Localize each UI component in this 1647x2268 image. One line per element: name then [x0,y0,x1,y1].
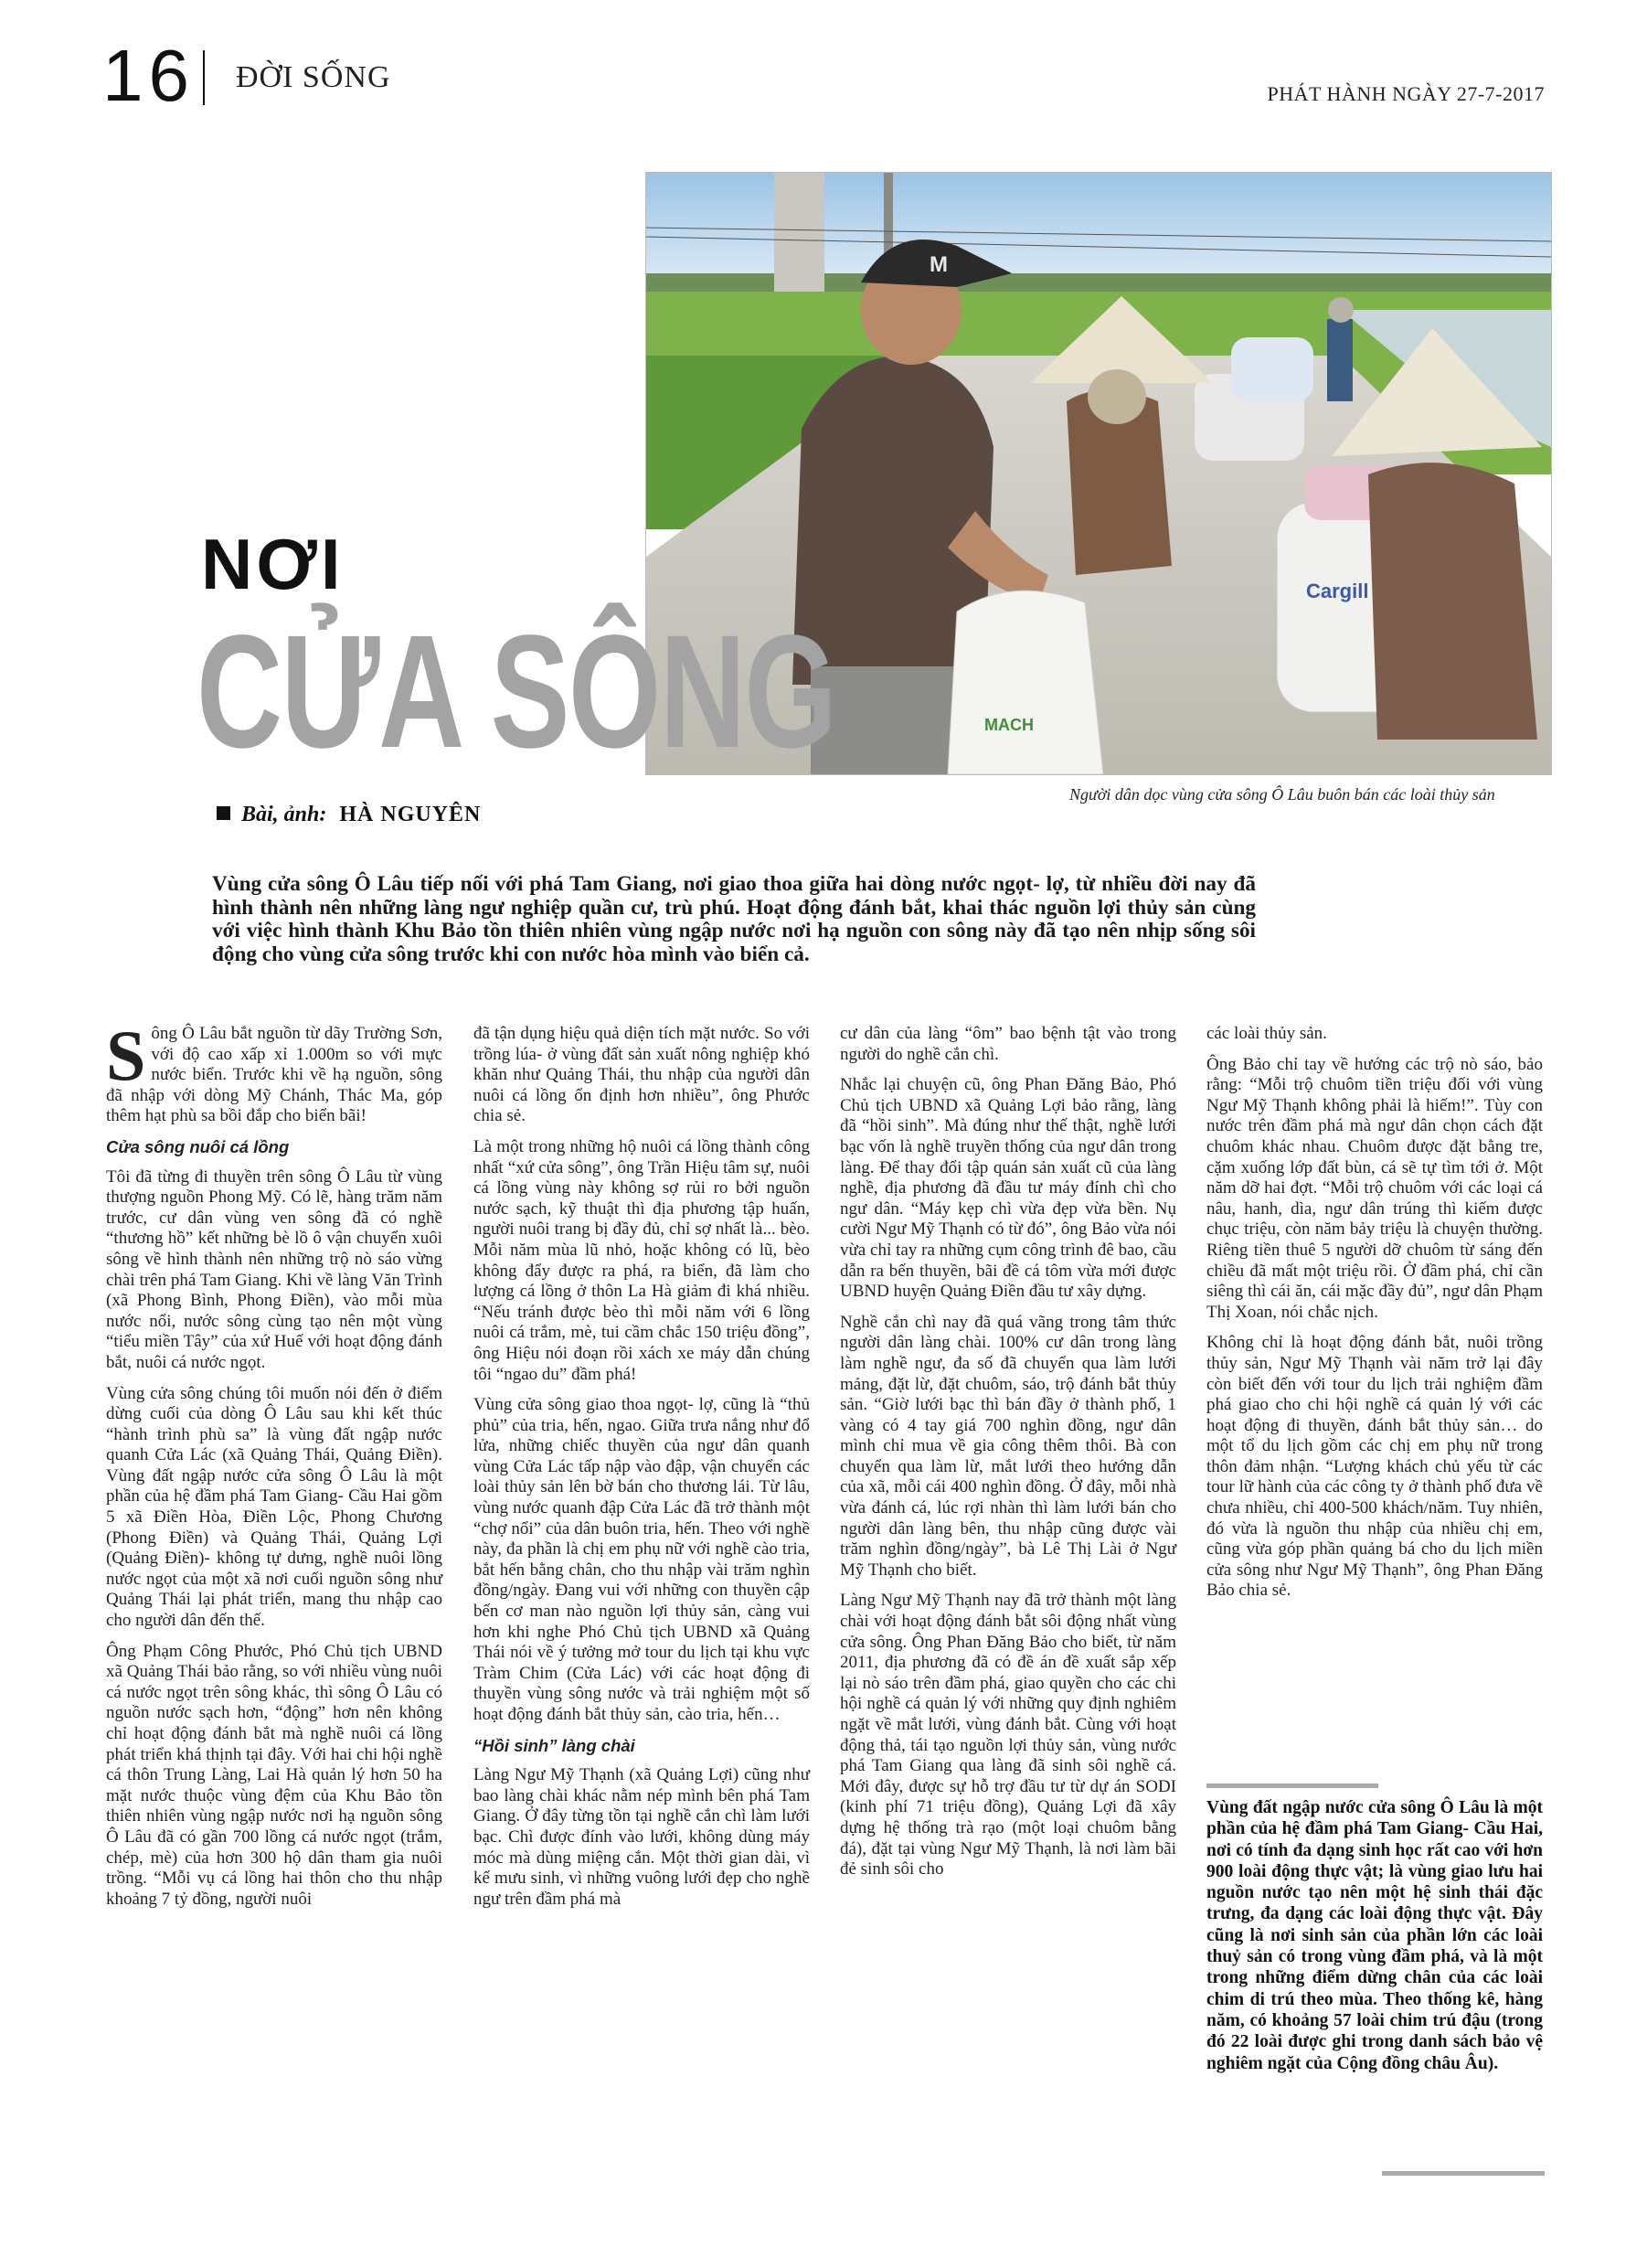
section-title: ĐỜI SỐNG [236,60,391,94]
col4-paragraph-3: Không chỉ là hoạt động đánh bắt, nuôi trồng thủy sản, Ngư Mỹ Thạnh vài năm trở lại đây còn biết đến với tour du lịch trải nghiệm đầm phá giao cho chi hội nghề cá quản lý với các hoạt động đi thuyền, đánh bắt thủy sản… do một tổ du lịch gồm các chị em phụ nữ trong thôn đảm nhận. “Lượng khách chủ yếu từ các tour lữ hành của các công ty ở thành phố đưa về chưa nhiều, chỉ 400-500 khách/năm. Tuy nhiên, đó vừa là nguồn thu nhập của nhiều chị em, cũng vừa góp phần quảng bá cho du lịch miền cửa sông như Ngư Mỹ Thạnh”, ông Phan Đăng Bảo chia sẻ. [1206,1333,1543,1601]
col4-paragraph-1: các loài thủy sản. [1206,1024,1327,1043]
byline-square-icon [217,806,230,820]
col4-paragraph-2: Ông Bảo chỉ tay về hướng các trộ nò sáo, bảo rằng: “Mỗi trộ chuôm tiền triệu đối với vùng Ngư Mỹ Thạnh không phải là hiếm!”. Tùy con nước trên đầm phá mà ngư dân chọn cách đặt chuôm khác nhau. Chuôm được đặt bằng tre, cặm xuống lớp đất bùn, cá sẽ tự tìm tới ở. Một năm dỡ hai đợt. “Mỗi trộ chuôm với các loại cá nâu, hanh, dìa, ngư dân trúng thì kiếm được chục triệu, còn năm bảy triệu là chuyện thường. Riêng tiền thuê 5 người dỡ chuôm từ sáng đến chiều đã mất một triệu rồi. Ở đầm phá, chỉ cần siêng thì cái ăn, cái mặc đầy đủ”, ngư dân Phạm Thị Xoan, nói chắc nịch. [1206,1054,1543,1322]
drop-cap: S [106,1016,146,1095]
col3-paragraph-2: Nhắc lại chuyện cũ, ông Phan Đăng Bảo, Phó Chủ tịch UBND xã Quảng Lợi bảo rằng, làng đã “hồi sinh”. Mà đúng như thế thật, nghề lưới bạc vốn là nghề truyền thống của ngư dân trong làng. Để thay đổi tập quán sản xuất cũ của làng nghề, địa phương đã đầu tư máy đính chì cho ngư dân. “Máy kẹp chì vừa đẹp vừa bền. Nụ cười Ngư Mỹ Thạnh có từ đó”, ông Bảo vừa nói vừa chỉ tay ra những cụm công trình đê bao, cầu dẫn ra bến thuyền, bãi đề cá tôm vừa mới được UBND huyện Quảng Điền đầu tư xây dựng. [840,1075,1176,1302]
column-3 [840,1024,1176,1890]
infobox-wetland: Vùng đất ngập nước cửa sông Ô Lâu là một phần của hệ đầm phá Tam Giang- Cầu Hai, nơi có tính đa dạng sinh học rất cao với hơn 900 loài động thực vật; là vùng giao lưu hai nguồn nước tạo nên một hệ sinh thái đặc trưng, đa dạng các loài động thực vật. Đây cũng là nơi sinh sản của phần lớn các loài thuỷ sản có trong vùng đầm phá, và là một trong những điểm dừng chân của các loài chim di trú theo mùa. Theo thống kê, hàng năm, có khoảng 57 loài chim trú đậu (trong đó 22 loài được ghi trong danh sách bảo vệ nghiêm ngặt của Cộng đồng châu Âu). [1206,1798,1543,2073]
col1-paragraph-1 [106,1016,442,1127]
column-4 [1206,1024,1543,1612]
infobox-top-rule [1206,1784,1378,1788]
sack-label: MACH [984,716,1034,734]
col3-paragraph-1: cư dân của làng “ôm” bao bệnh tật vào trong người do nghề cắn chì. [840,1024,1176,1064]
col1-p1-text: ông Ô Lâu bắt nguồn từ dãy Trường Sơn, với độ cao xấp xỉ 1.000m so với mực nước biển. Trước khi về hạ nguồn, sông đã nhập với dòng Mỹ Chánh, Thác Ma, góp thêm hạt phù sa bồi đắp cho biển bãi! [106,1024,442,1126]
article-lead: Vùng cửa sông Ô Lâu tiếp nối với phá Tam Giang, nơi giao thoa giữa hai dòng nước ngọt- lợ, từ nhiều đời nay đã hình thành nên những làng ngư nghiệp quần cư, trù phú. Hoạt động đánh bắt, khai thác nguồn lợi thủy sản cùng với việc hình thành Khu Bảo tồn thiên nhiên vùng ngập nước nơi hạ nguồn con sông này đã tạo nên nhịp sống sôi động cho vùng cửa sông trước khi con nước hòa mình vào biển cả. [212,872,1256,966]
byline-label: Bài, ảnh: [241,803,327,826]
release-date: PHÁT HÀNH NGÀY 27-7-2017 [1267,82,1545,105]
col1-paragraph-2: Tôi đã từng đi thuyền trên sông Ô Lâu từ vùng thượng nguồn Phong Mỹ. Có lẽ, hàng trăm năm trước, cư dân vùng ven sông đã có nghề “thương hồ” kết những bè lồ ô vận chuyển xuôi sông về hình thành nên những trộ nò sáo vừng chài trên phá Tam Giang. Khi về làng Văn Trình (xã Phong Bình, Phong Điền), vào mỗi mùa nước nổi, nước sông cùng tạo nên một vùng “tiểu miền Tây” của xứ Huế với hoạt động đánh bắt, nuôi cá nước ngọt. [106,1166,442,1372]
header-divider [203,50,205,105]
col1-paragraph-3: Vùng cửa sông chúng tôi muốn nói đến ở điểm dừng cuối của dòng Ô Lâu sau khi kết thúc “hành trình phù sa” là vùng đất ngập nước quanh Cửa Lác (xã Quảng Thái, Quảng Điền). Vùng đất ngập nước cửa sông Ô Lâu là một phần của hệ đầm phá Tam Giang- Cầu Hai gồm 5 xã Điền Hòa, Điền Lộc, Phong Chương (Phong Điền) và Quảng Thái, Quảng Lợi (Quảng Điền)- không tự dưng, nghề nuôi lồng nước ngọt của một xã nơi cuối nguồn sông như Quảng Thái lại phát triển, mang thu nhập cao cho người dân đến thế. [106,1383,442,1631]
subhead-cage-fish: Cửa sông nuôi cá lồng [106,1136,290,1156]
cap-letter: M [930,252,948,277]
byline [217,803,481,827]
byline-author: HÀ NGUYÊN [339,803,482,826]
column-1 [106,1016,442,1920]
col2-paragraph-3: Vùng cửa sông giao thoa ngọt- lợ, cũng là “thủ phủ” của tria, hến, ngao. Giữa trưa nắng như đổ lửa, những chiếc thuyền của ngư dân quanh vùng Cửa Lác tấp nập vào đập, vận chuyển các loài thủy sản lên bờ bán cho thương lái. Từ lâu, vùng nước quanh đập Cửa Lác đã trở thành một “chợ nổi” của dân buôn tria, hến. Theo với nghề này, đa phần là chị em phụ nữ với nghề cào tria, bắt hến bằng chân, cho thu nhập vài trăm nghìn đồng/ngày. Đang vui với những con thuyền cập bến cơ man nào nguồn lợi thủy sản, càng vui hơn khi nghe Phó Chủ tịch UBND xã Quảng Thái nói về ý tưởng mở tour du lịch tại khu vực Tràm Chim (Cửa Lác) với các hoạt động đi thuyền vùng sông nước và trải nghiệm một số hoạt động đánh bắt thủy sản, cào tria, hến… [473,1395,810,1724]
bag-brand-label: Cargill [1306,580,1369,602]
col1-paragraph-4: Ông Phạm Công Phước, Phó Chủ tịch UBND xã Quảng Thái bảo rằng, so với nhiều vùng nuôi cá nước ngọt trên sông khác, thì sông Ô Lâu có nguồn nước sạch hơn, “động” hơn nên không chỉ hoạt động đánh bắt mà nghề nuôi cá lồng phát triển khá thịnh tại đây. Với hai chi hội nghề cá thôn Trung Làng, Lai Hà quản lý hơn 50 ha mặt nước thuộc vùng đệm của Khu Bảo tồn thiên nhiên vùng ngập nước nơi hạ nguồn sông Ô Lâu đã có gần 700 lồng cá nước ngọt (trắm, chép, mè) của hơn 300 hộ dân tham gia nuôi trồng. “Mỗi vụ cá lồng hai thôn cho thu nhập khoảng 7 tỷ đồng, người nuôi [106,1641,442,1909]
photo-caption: Người dân dọc vùng cửa sông Ô Lâu buôn bán các loài thủy sản [1069,785,1495,804]
col3-paragraph-4: Làng Ngư Mỹ Thạnh nay đã trở thành một làng chài với hoạt động đánh bắt sôi động nhất vùng cửa sông. Ông Phan Đăng Bảo cho biết, từ năm 2011, địa phương đã có đề án đề xuất sắp xếp lại nò sáo trên đầm phá, giao quyền cho các chi hội nghề cá quản lý với những quy định nghiêm ngặt về mắt lưới, vùng đánh bắt. Cùng với hoạt động thả, tái tạo nguồn lợi thủy sản, vùng nước phá Tam Giang qua làng đã sinh sôi nghề cá. Mới đây, được sự hỗ trợ đầu tư từ dự án SODI (kinh phí 71 triệu đồng), Quảng Lợi đã xây dựng hệ thống trà rạo (một loại chuôm bằng đá), đặt tại vùng Ngư Mỹ Thạnh, là nơi làm bãi đẻ sinh sôi cho [840,1591,1176,1879]
col2-paragraph-2: Là một trong những hộ nuôi cá lồng thành công nhất “xứ cửa sông”, ông Trần Hiệu tâm sự, nuôi cá lồng vùng này không sợ rủi ro bởi nguồn nước sạch, kỹ thuật thì địa phương tập huấn, người nuôi trang bị đầy đủ, chỉ sợ nhất là... bèo. Mỗi năm mùa lũ nhỏ, hoặc không có lũ, bèo không đẩy được ra phá, ra biển, đã làm cho lượng cá lồng ở thôn La Hà giảm đi khá nhiều. “Nếu tránh được bèo thì mỗi năm với 6 lồng nuôi cá trắm, mè, tui cầm chắc 150 triệu đồng”, ông Hiệu nói đoạn rồi xách xe máy dẫn chúng tôi “ngao du” đầm phá! [473,1136,810,1384]
col2-paragraph-1: đã tận dụng hiệu quả diện tích mặt nước. So với trồng lúa- ở vùng đất sản xuất nông nghiệp khó khăn như Quảng Thái, thu nhập của người dân nuôi cá lồng ổn định hơn nhiều”, ông Phước chia sẻ. [473,1024,810,1126]
headline-line-1: NƠI [201,524,345,604]
subhead-fishing-village: “Hồi sinh” làng chài [473,1735,635,1755]
infobox-bottom-rule [1382,2171,1545,2176]
col3-paragraph-3: Nghề cắn chì nay đã quá vãng trong tâm thức người dân làng chài. 100% cư dân trong làng làm nghề ngư, đa số đã chuyển qua làm lưới mảng, đặt lừ, đặt chuôm, sáo, trộ đánh bắt thủy sản. “Giờ lưới bạc thì bán đầy ở thành phố, 1 vàng có 4 tay giá 700 nghìn đồng, ngư dân mình chỉ mua về gia công thêm thôi. Bà con chuyển qua làm lừ, mắt lưới theo hướng dẫn của xã, mỗi cái 400 nghìn đồng. Ở đây, mỗi nhà vừa đánh cá, lúc rợi nhàn thì làm lưới bán cho người dân làng bên, thu nhập cũng được vài trăm nghìn đồng/ngày”, bà Lê Thị Lài ở Ngư Mỹ Thạnh cho biết. [840,1312,1176,1580]
column-2 [473,1024,810,1920]
headline-line-2: CỬA SÔNG [197,602,836,782]
page-number: 16 [102,35,195,116]
col2-paragraph-4: Làng Ngư Mỹ Thạnh (xã Quảng Lợi) cũng như bao làng chài khác nằm nép mình bên phá Tam Giang. Ở đây từng tồn tại nghề cắn chì làm lưới bạc. Chì được đính vào lưới, không dùng máy móc mà dùng miệng cắn. Một thời gian dài, vì kế mưu sinh, vì những vuông lưới đẹp cho nghề ngư trên đầm phá mà [473,1765,810,1909]
